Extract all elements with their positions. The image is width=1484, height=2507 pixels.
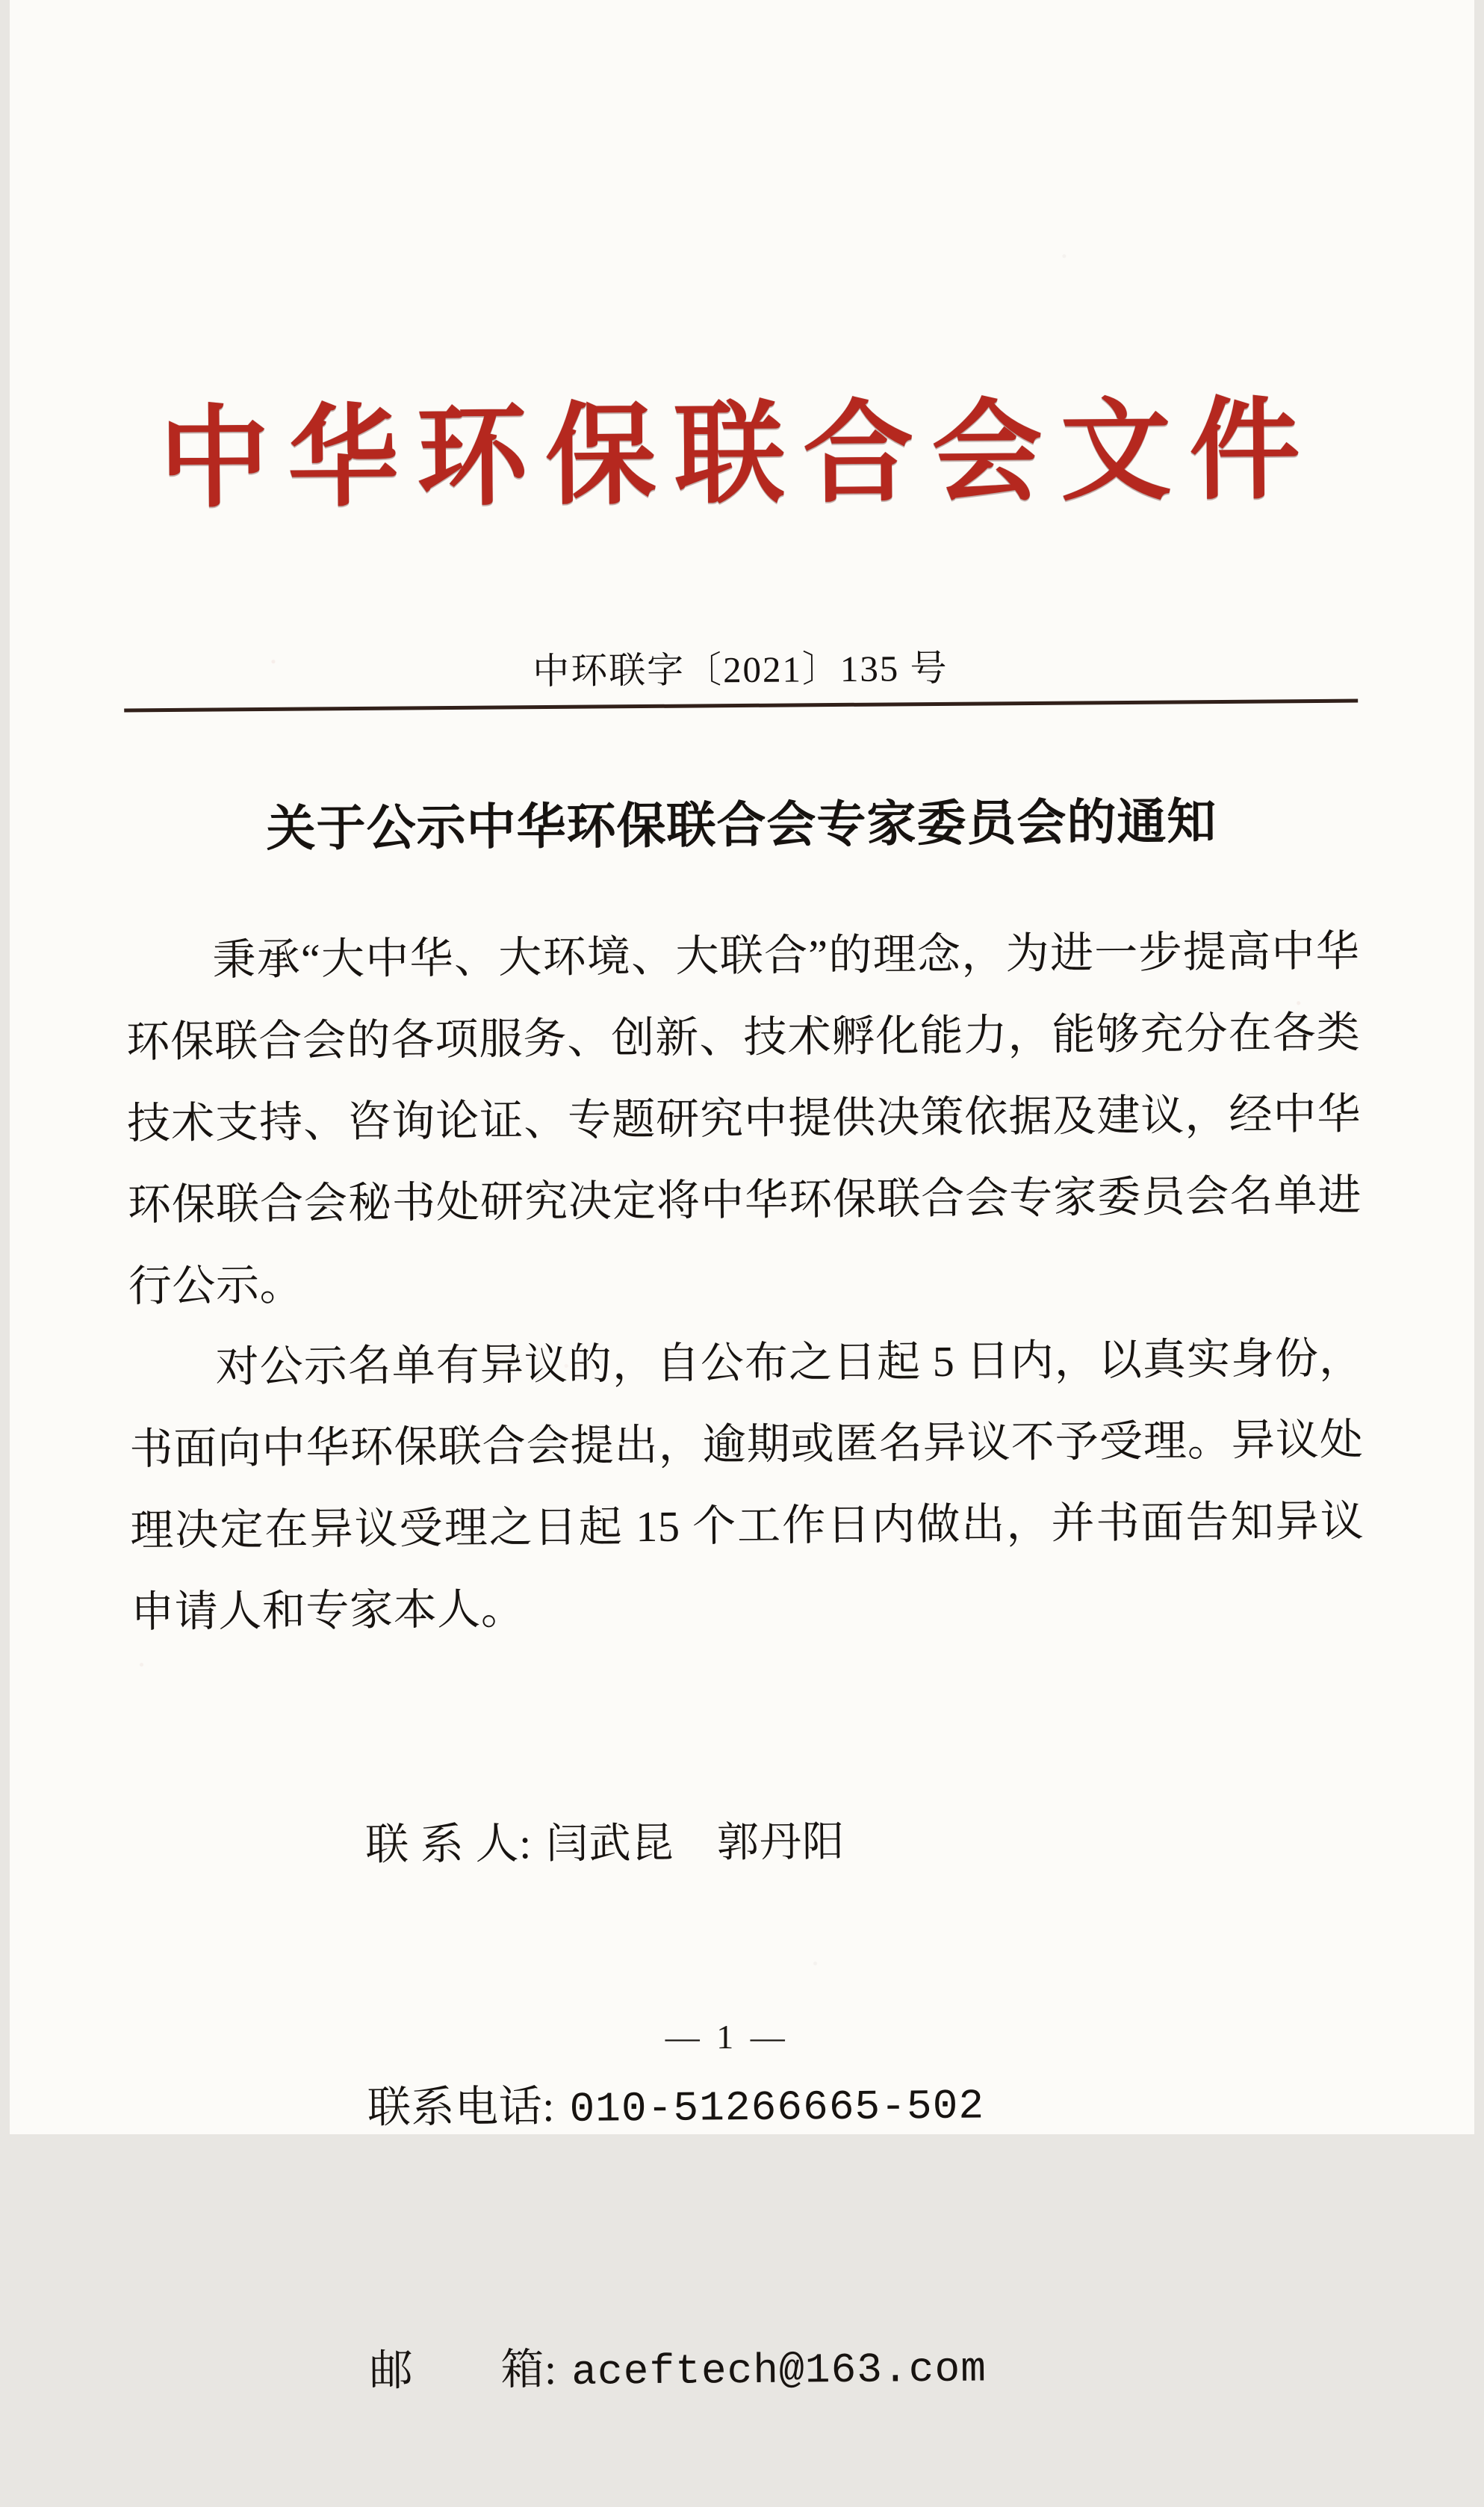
notice-body xyxy=(125,911,1365,1653)
contact-phone-value: 010-51266665-502 xyxy=(569,2082,985,2134)
notice-title: 关于公示中华环保联合会专家委员会的通知 xyxy=(266,795,1217,858)
contact-person-label: 联 系 人: xyxy=(364,1819,533,1870)
contact-phone-label: 联系电话: xyxy=(367,2082,556,2133)
contact-email-label: 邮 箱: xyxy=(369,2345,557,2396)
contact-email-line xyxy=(282,2232,1484,2505)
page-number: — 1 — xyxy=(665,2018,789,2056)
scanned-content xyxy=(3,0,1484,2507)
notice-paragraph-1: 秉承“大中华、大环境、大联合”的理念，为进一步提高中华环保联合会的各项服务、创新、技术孵化能力，能够充分在各类技术支持、咨询论证、专题研究中提供决策依据及建议，经中华环保联合会秘书处研究决定将中华环保联合会专家委员会名单进行公示。 xyxy=(125,926,1362,1311)
document-number: 中环联字〔2021〕135 号 xyxy=(533,647,949,692)
contact-email-value: aceftech@163.com xyxy=(571,2345,987,2397)
contact-phone-line xyxy=(280,1969,1484,2242)
contact-info xyxy=(278,1706,1484,2505)
contact-person-line xyxy=(278,1706,1483,1979)
org-letterhead-title: 中华环保联合会文件 xyxy=(158,389,1319,522)
contact-person-value: 闫武昆 郭丹阳 xyxy=(546,1820,845,1871)
notice-paragraph-2: 对公示名单有异议的，自公布之日起 5 日内，以真实身份，书面向中华环保联合会提出，逾期或匿名异议不予受理。异议处理决定在异议受理之日起 15 个工作日内做出，并书面告知异议申请人和专家本人。 xyxy=(129,1333,1365,1637)
header-divider-line xyxy=(124,699,1358,713)
document-page xyxy=(10,0,1474,2397)
